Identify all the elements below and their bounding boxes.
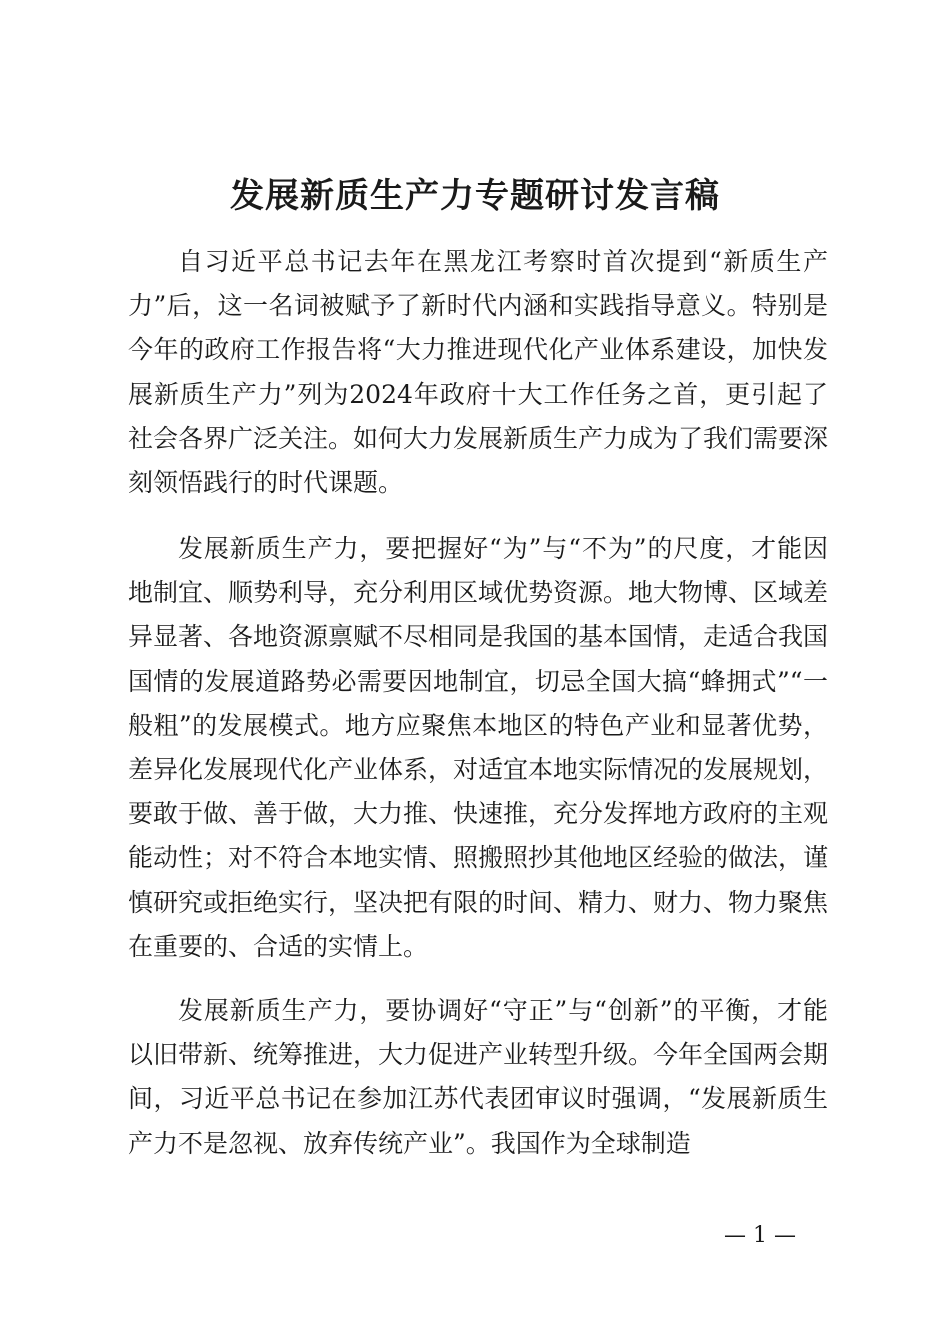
page-number: — 1 — [724,1223,796,1248]
paragraph-3: 发展新质生产力，要协调好“守正”与“创新”的平衡，才能以旧带新、统筹推进，大力促进产业转型升级。今年全国两会期间，习近平总书记在参加江苏代表团审议时强调，“发展新质生产力不是忽视、放弃传统产业”。我国作为全球制造 [128,996,829,1158]
paragraph-2: 发展新质生产力，要把握好“为”与“不为”的尺度，才能因地制宜、顺势利导，充分利用区域优势资源。地大物博、区域差异显著、各地资源禀赋不尽相同是我国的基本国情，走适合我国国情的发展道路势必需要因地制宜，切忌全国大搞“蜂拥式”“一般粗”的发展模式。地方应聚焦本地区的特色产业和显著优势，差异化发展现代化产业体系，对适宜本地实际情况的发展规划，要敢于做、善于做，大力推、快速推，充分发挥地方政府的主观能动性；对不符合本地实情、照搬照抄其他地区经验的做法，谨慎研究或拒绝实行，坚决把有限的时间、精力、财力、物力聚焦在重要的、合适的实情上。 [128,534,829,961]
paragraph-1: 自习近平总书记去年在黑龙江考察时首次提到“新质生产力”后，这一名词被赋予了新时代内涵和实践指导意义。特别是今年的政府工作报告将“大力推进现代化产业体系建设，加快发展新质生产力”列为2024年政府十大工作任务之首，更引起了社会各界广泛关注。如何大力发展新质生产力成为了我们需要深刻领悟践行的时代课题。 [128,247,829,498]
document-title: 发展新质生产力专题研讨发言稿 [230,176,720,216]
